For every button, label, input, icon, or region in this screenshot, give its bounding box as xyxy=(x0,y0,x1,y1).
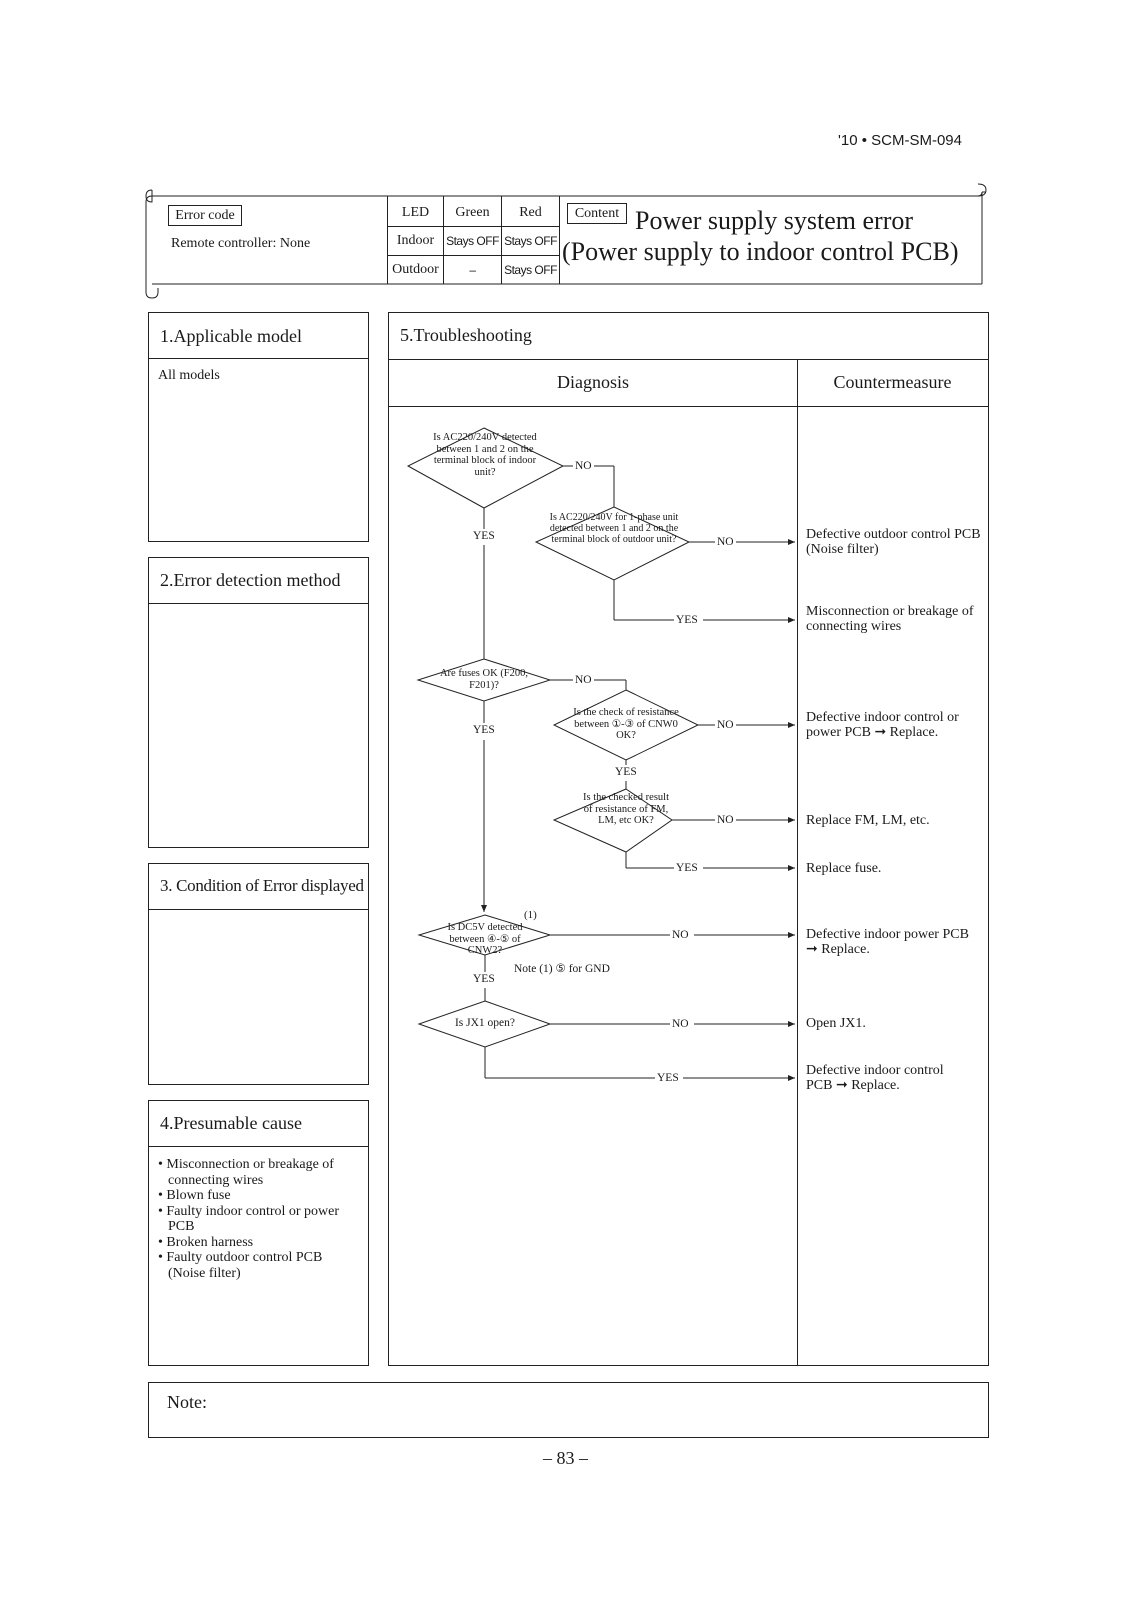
decision-d5-text xyxy=(556,792,696,827)
label-yes: YES xyxy=(676,614,698,626)
label-no: NO xyxy=(717,719,734,731)
decision-d1-text xyxy=(400,432,570,478)
label-yes: YES xyxy=(473,530,495,542)
decision-d2-text xyxy=(530,512,698,546)
diagnosis-header: Diagnosis xyxy=(557,372,629,392)
label-no: NO xyxy=(575,674,592,686)
countermeasure-item: Defective indoor control PCB ➞ Replace. xyxy=(806,1063,944,1093)
label-yes: YES xyxy=(615,766,637,778)
label-no: NO xyxy=(575,460,592,472)
page-title-line1: Power supply system error xyxy=(635,206,914,235)
label-no: NO xyxy=(672,1018,689,1030)
led-row-outdoor-red: Stays OFF xyxy=(504,263,557,277)
label-yes: YES xyxy=(473,973,495,985)
d6-note-mark: (1) xyxy=(524,909,537,921)
cause-item: • Misconnection or breakage of connecting wires xyxy=(158,1157,334,1188)
led-header-led: LED xyxy=(401,205,430,220)
document-id: '10 • SCM-SM-094 xyxy=(838,132,962,149)
countermeasure-item: Defective outdoor control PCB (Noise filter) xyxy=(806,527,981,557)
cause-item: • Faulty outdoor control PCB (Noise filter) xyxy=(158,1250,323,1281)
countermeasure-header: Countermeasure xyxy=(833,372,952,392)
label-no: NO xyxy=(717,536,734,548)
countermeasure-item: Replace FM, LM, etc. xyxy=(806,813,930,828)
section-condition-title: 3. Condition of Error displayed xyxy=(160,876,364,895)
d1-label: Is AC220/240V detected between 1 and 2 on the terminal block of indoor unit? xyxy=(433,432,537,478)
countermeasure-item: Misconnection or breakage of connecting wires xyxy=(806,604,974,634)
led-row-indoor-green: Stays OFF xyxy=(446,234,499,248)
led-row-indoor-red: Stays OFF xyxy=(504,234,557,248)
decision-d7-text xyxy=(419,1018,551,1030)
content-label-text: Content xyxy=(574,206,620,221)
label-no: NO xyxy=(717,814,734,826)
led-row-indoor-label: Indoor xyxy=(396,233,435,248)
decision-d6-text xyxy=(419,922,551,957)
section-presumable-cause-title: 4.Presumable cause xyxy=(160,1113,302,1133)
section-troubleshooting-title: 5.Troubleshooting xyxy=(400,325,532,345)
countermeasure-item: Replace fuse. xyxy=(806,861,882,876)
countermeasure-item: Open JX1. xyxy=(806,1016,866,1031)
cause-item: • Faulty indoor control or power PCB xyxy=(158,1203,340,1234)
d5-label: Is the checked result of resistance of FM, LM, etc OK? xyxy=(582,792,669,826)
d2-label: Is AC220/240V for 1-phase unit detected between 1 and 2 on the terminal block of outdoor unit? xyxy=(549,512,679,545)
countermeasure-item: Defective indoor power PCB ➞ Replace. xyxy=(806,927,969,957)
section-error-detection-title: 2.Error detection method xyxy=(160,570,341,590)
label-yes: YES xyxy=(473,724,495,736)
page-title-line2: (Power supply to indoor control PCB) xyxy=(562,237,959,266)
d6-label: Is DC5V detected between ④-⑤ of CNW2? xyxy=(447,922,523,956)
decision-d3-text xyxy=(418,668,550,691)
cause-item: • Blown fuse xyxy=(158,1188,231,1203)
cause-item: • Broken harness xyxy=(158,1234,254,1250)
error-code-text: Error code xyxy=(175,208,235,223)
label-yes: YES xyxy=(657,1072,679,1084)
d4-label: Is the check of resistance between ①-③ of CNW0 OK? xyxy=(573,707,679,741)
remote-controller-text: Remote controller: None xyxy=(171,236,311,251)
led-header-red: Red xyxy=(519,205,542,220)
d7-label: Is JX1 open? xyxy=(454,1017,516,1029)
led-header-green: Green xyxy=(455,205,490,220)
note-label: Note: xyxy=(167,1392,207,1412)
label-no: NO xyxy=(672,929,689,941)
section-applicable-model-title: 1.Applicable model xyxy=(160,326,302,346)
page-number: – 83 – xyxy=(543,1448,588,1468)
applicable-model-body: All models xyxy=(158,368,220,383)
note-gnd: Note (1) ⑤ for GND xyxy=(514,963,610,975)
led-row-outdoor-green: – xyxy=(469,263,476,277)
d3-label: Are fuses OK (F200, F201)? xyxy=(439,668,529,691)
decision-d4-text xyxy=(554,707,698,742)
note-box xyxy=(148,1382,989,1438)
countermeasure-item: Defective indoor control or power PCB ➞ Replace. xyxy=(806,710,959,740)
led-row-outdoor-label: Outdoor xyxy=(392,262,439,277)
label-yes: YES xyxy=(676,862,698,874)
